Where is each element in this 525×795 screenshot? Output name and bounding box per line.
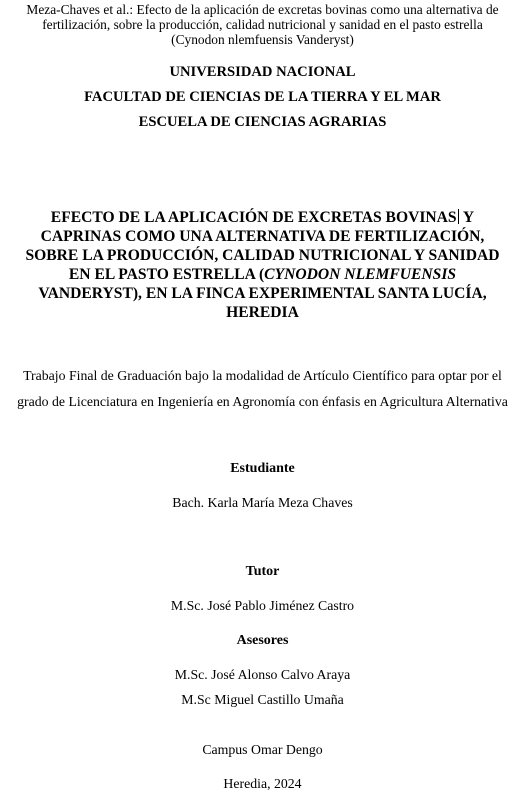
- title-line-4: [8, 265, 517, 284]
- advisor-name-1: M.Sc. José Alonso Calvo Araya: [174, 667, 351, 682]
- running-head: [6, 2, 519, 47]
- advisors-label: Asesores: [236, 633, 289, 648]
- university-name: UNIVERSIDAD NACIONAL: [169, 64, 356, 80]
- title-line-3: SOBRE LA PRODUCCIÓN, CALIDAD NUTRICIONAL Y SANIDAD: [25, 247, 500, 264]
- modality-line-1: Trabajo Final de Graduación bajo la modalidad de Artículo Científico para optar por el: [23, 368, 502, 383]
- title-line-1-text: EFECTO DE LA APLICACIÓN DE EXCRETAS BOVINAS: [50, 209, 457, 226]
- running-head-line-3: (Cynodon nlemfuensis Vanderyst): [171, 32, 354, 47]
- running-head-line-1: Meza-Chaves et al.: Efecto de la aplicación de excretas bovinas como una alternativa de: [26, 2, 499, 17]
- title-line-1-end: Y: [459, 209, 475, 226]
- title-line-1: [8, 208, 517, 227]
- place-date: Heredia, 2024: [223, 776, 302, 791]
- modality-line-2: grado de Licenciatura en Ingeniería en Agronomía con énfasis en Agricultura Alternativa: [17, 394, 508, 409]
- title-line-6: HEREDIA: [226, 304, 299, 321]
- school-name: ESCUELA DE CIENCIAS AGRARIAS: [138, 114, 387, 130]
- tutor-name: M.Sc. José Pablo Jiménez Castro: [170, 598, 355, 613]
- faculty-name: FACULTAD DE CIENCIAS DE LA TIERRA Y EL MAR: [84, 89, 441, 105]
- advisor-name-2: M.Sc Miguel Castillo Umaña: [181, 692, 344, 707]
- title-line-2: CAPRINAS COMO UNA ALTERNATIVA DE FERTILIZACIÓN,: [40, 228, 485, 245]
- tutor-label: Tutor: [245, 564, 280, 579]
- title-species-italic: CYNODON NLEMFUENSIS: [264, 266, 457, 283]
- title-line-5: VANDERYST), EN LA FINCA EXPERIMENTAL SANTA LUCÍA,: [38, 285, 487, 302]
- student-name: Bach. Karla María Meza Chaves: [172, 495, 353, 510]
- campus-name: Campus Omar Dengo: [202, 742, 323, 757]
- document-title: [8, 208, 517, 322]
- text-cursor: [458, 209, 459, 224]
- student-label: Estudiante: [230, 461, 295, 476]
- title-line-4-text: EN EL PASTO ESTRELLA (: [68, 266, 265, 283]
- running-head-line-2: fertilización, sobre la producción, calidad nutricional y sanidad en el pasto estrella: [42, 17, 483, 32]
